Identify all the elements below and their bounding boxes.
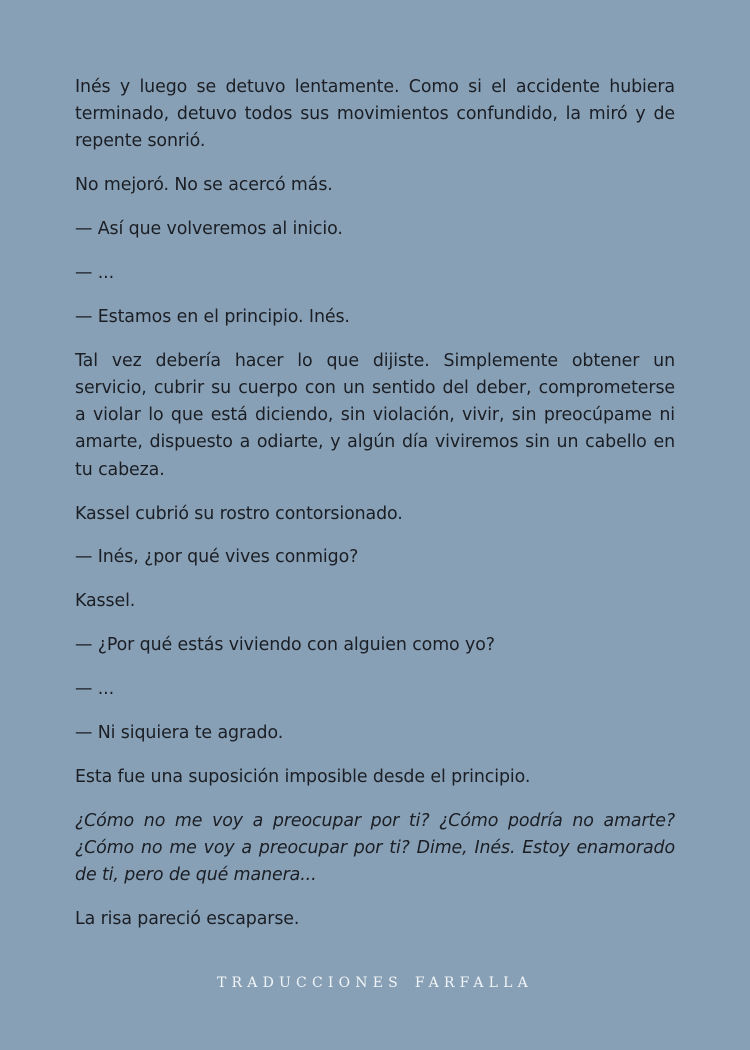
paragraph-inner-thought: ¿Cómo no me voy a preocupar por ti? ¿Cómo podría no amarte? ¿Cómo no me voy a preocupar por ti? Dime, Inés. Estoy enamorado de ti, pero de qué manera... [75,810,675,886]
paragraph-narration-4: Kassel cubrió su rostro contorsionado. [75,503,403,524]
dialogue-line-6: — ... [75,679,115,700]
dialogue-line-2: — ... [75,263,115,284]
paragraph-narration-3: Tal vez debería hacer lo que dijiste. Simplemente obtener un servicio, cubrir su cuerpo con un sentido del deber, comprometerse a violar lo que está diciendo, sin violación, vivir, sin preocúpame ni amarte, dispuesto a odiarte, y algún día viviremos sin un cabello en tu cabeza. [75,350,675,480]
dialogue-line-5: — ¿Por qué estás viviendo con alguien como yo? [75,635,495,656]
paragraph-narration-6: Esta fue una suposición imposible desde el principio. [75,766,531,787]
paragraph-narration-2: No mejoró. No se acercó más. [75,175,333,196]
paragraph-narration-1: Inés y luego se detuvo lentamente. Como si el accidente hubiera terminado, detuvo todos sus movimientos confundido, la miró y de repente sonrió. [75,77,675,152]
dialogue-line-7: — Ni siquiera te agrado. [75,723,284,744]
dialogue-line-1: — Así que volveremos al inicio. [75,219,343,240]
dialogue-line-4: — Inés, ¿por qué vives conmigo? [75,547,359,568]
footer-credit [0,975,750,991]
document-body [75,74,675,950]
paragraph-narration-7: La risa pareció escaparse. [75,909,300,930]
paragraph-narration-5: Kassel. [75,591,136,612]
dialogue-line-3: — Estamos en el principio. Inés. [75,306,350,327]
footer-word-1: TRADUCCIONES [217,975,403,991]
footer-word-2: FARFALLA [414,975,533,991]
